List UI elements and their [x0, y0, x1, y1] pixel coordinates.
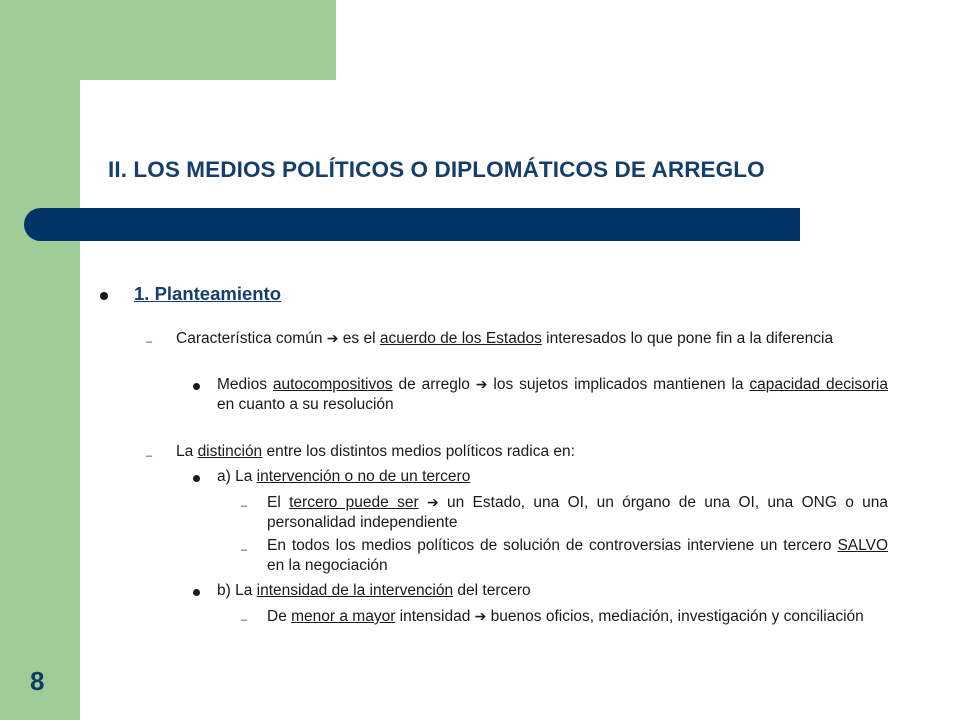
list-item: [217, 374, 888, 415]
text: Medios: [217, 376, 273, 393]
dash-bullet-icon: –: [241, 500, 248, 512]
underlined-text: menor a mayor: [291, 608, 396, 625]
underlined-text: distinción: [197, 443, 263, 460]
bullet-icon: [193, 383, 200, 390]
text: Característica común: [176, 330, 327, 347]
underlined-text: intervención o no de un tercero: [256, 468, 471, 485]
rounded-corner: [80, 80, 140, 140]
text: de arreglo: [392, 376, 476, 393]
underlined-text: capacidad decisoria: [749, 376, 888, 393]
text: un Estado, una OI, un órgano de una OI, una ONG o una personalidad independiente: [267, 494, 889, 531]
dash-bullet-icon: –: [241, 544, 248, 556]
arrow-right-icon: ➔: [326, 330, 339, 346]
title-divider-bar: [24, 208, 800, 241]
arrow-right-icon: ➔: [426, 494, 439, 510]
list-item: [217, 581, 888, 601]
bullet-icon: [100, 292, 108, 300]
dash-bullet-icon: –: [146, 336, 153, 348]
text: los sujetos implicados mantienen la: [487, 376, 750, 393]
arrow-right-icon: ➔: [474, 608, 487, 624]
text: interesados lo que pone fin a la diferencia: [541, 330, 834, 347]
bullet-icon: [193, 589, 200, 596]
dash-bullet-icon: –: [241, 614, 248, 626]
text: a) La: [217, 468, 257, 485]
text: del tercero: [453, 582, 531, 599]
list-item: [176, 442, 888, 462]
list-item: [267, 492, 888, 533]
text: El: [267, 494, 290, 511]
text: b) La: [217, 582, 257, 599]
list-item: [267, 606, 888, 627]
underlined-text: intensidad de la intervención: [256, 582, 454, 599]
underlined-text: autocompositivos: [272, 376, 393, 393]
text: es el: [338, 330, 380, 347]
arrow-right-icon: ➔: [475, 376, 488, 392]
slide-number: 8: [30, 666, 45, 696]
list-item: [176, 328, 888, 349]
text: buenos oficios, mediación, investigación y conciliación: [486, 608, 864, 625]
text: entre los distintos medios políticos radica en:: [262, 443, 575, 460]
text: [419, 494, 427, 511]
green-sidebar: [0, 0, 80, 720]
text: intensidad: [395, 608, 475, 625]
bullet-icon: [193, 475, 200, 482]
underlined-text: acuerdo de los Estados: [379, 330, 542, 347]
underlined-text: tercero puede ser: [289, 494, 419, 511]
section-heading-text: 1. Planteamiento: [134, 283, 282, 304]
text: En todos los medios políticos de solución de controversias interviene un tercero: [267, 537, 838, 554]
section-heading: [134, 284, 281, 306]
underlined-text: SALVO: [837, 537, 888, 554]
list-item: [217, 467, 888, 487]
dash-bullet-icon: –: [146, 450, 153, 462]
green-top-band: [0, 0, 336, 80]
text: en la negociación: [267, 557, 388, 574]
text: De: [267, 608, 292, 625]
slide-title: II. LOS MEDIOS POLÍTICOS O DIPLOMÁTICOS DE ARREGLO: [108, 157, 765, 182]
text: La: [176, 443, 198, 460]
text: en cuanto a su resolución: [217, 396, 394, 413]
list-item: [267, 536, 888, 576]
